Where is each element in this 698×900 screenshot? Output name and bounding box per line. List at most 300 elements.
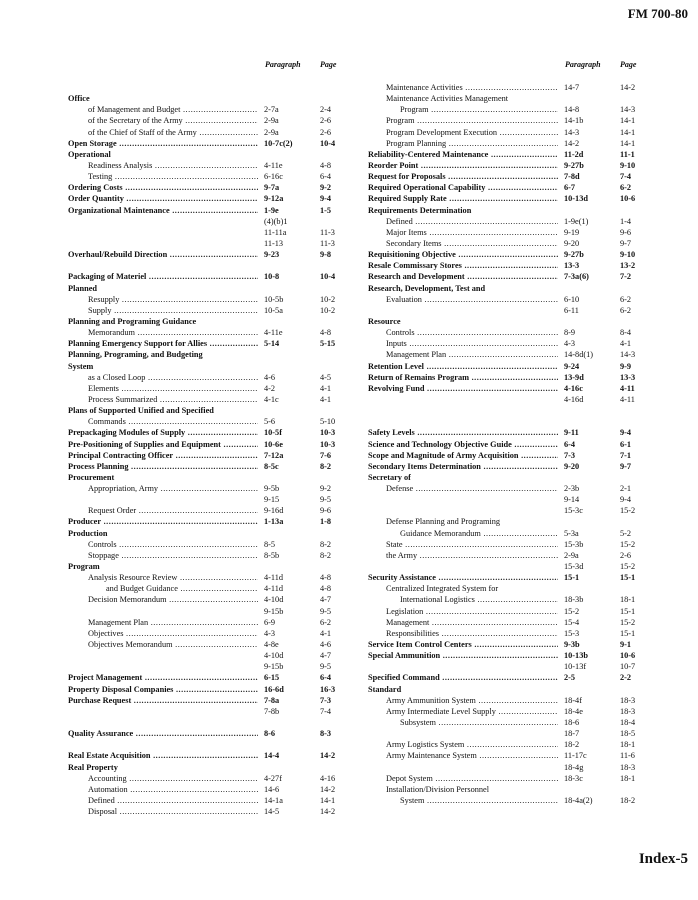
index-entry xyxy=(68,93,368,104)
index-entry xyxy=(68,394,368,405)
paragraph-ref: 10-7c(2) xyxy=(264,138,293,148)
index-term: Memorandum ..... xyxy=(88,327,258,338)
index-term: Request Order ..... xyxy=(88,505,258,516)
index-entry xyxy=(68,628,368,639)
index-term: Army Maintenance System ..... xyxy=(386,750,558,761)
index-entry xyxy=(68,316,368,327)
index-term: Secondary Items Determination ..... xyxy=(368,461,558,472)
paragraph-ref: 8-5 xyxy=(264,539,276,549)
index-term: Resupply ..... xyxy=(88,294,258,305)
index-entry xyxy=(368,182,668,193)
paragraph-ref: 10-8 xyxy=(264,272,280,282)
paragraph-ref: 1-13a xyxy=(264,517,284,527)
page-ref: 6-2 xyxy=(620,305,632,315)
index-entry xyxy=(368,461,668,472)
index-term: Planning Emergency Support for Allies ..... xyxy=(68,338,258,349)
paragraph-ref: 8-5b xyxy=(264,550,280,560)
index-entry xyxy=(68,773,368,784)
index-entry xyxy=(68,193,368,204)
index-term: Planned xyxy=(68,283,98,293)
index-term: Defense Planning and Programing xyxy=(386,517,501,527)
page-ref: 15-1 xyxy=(620,628,636,638)
index-term: Appropriation, Army ..... xyxy=(88,483,258,494)
index-entry xyxy=(368,349,668,360)
paragraph-ref: 9-11 xyxy=(564,428,579,438)
page-ref: 2-6 xyxy=(620,550,632,560)
page-ref: 5-15 xyxy=(320,339,336,349)
index-term: Organizational Maintenance ..... xyxy=(68,205,258,216)
index-entry xyxy=(68,205,368,216)
index-term: Objectives Memorandum ..... xyxy=(88,639,258,650)
index-entry xyxy=(368,550,668,561)
index-term: Controls ..... xyxy=(88,539,258,550)
index-term: Army Ammunition System ..... xyxy=(386,695,558,706)
index-entry xyxy=(68,383,368,394)
page-ref: 13-2 xyxy=(620,261,636,271)
index-term: Producer ..... xyxy=(68,516,258,527)
index-entry xyxy=(368,717,668,728)
index-term: Supply ..... xyxy=(88,305,258,316)
page-ref: 16-3 xyxy=(320,684,336,694)
index-term: Revolving Fund ..... xyxy=(368,383,558,394)
index-term: of the Secretary of the Army ..... xyxy=(88,115,258,126)
index-entry xyxy=(68,639,368,650)
page-ref: 18-1 xyxy=(620,595,636,605)
index-entry xyxy=(368,773,668,784)
page-ref: 15-2 xyxy=(620,506,636,516)
index-entry xyxy=(68,405,368,416)
index-entry xyxy=(368,539,668,550)
index-term: Request for Proposals ..... xyxy=(368,171,558,182)
index-entry xyxy=(368,138,668,149)
index-entry xyxy=(368,171,668,182)
index-term: Specified Command ..... xyxy=(368,672,558,683)
index-entry xyxy=(68,472,368,483)
index-entry xyxy=(68,416,368,427)
index-term: Centralized Integrated System for xyxy=(386,584,499,594)
page-ref: 9-6 xyxy=(320,506,332,516)
page-ref: 7-6 xyxy=(320,450,332,460)
index-entry xyxy=(68,672,368,683)
index-term: Office xyxy=(68,94,90,104)
page-ref: 9-4 xyxy=(320,194,332,204)
index-term: Reliability-Centered Maintenance ..... xyxy=(368,149,558,160)
index-entry xyxy=(68,82,368,93)
page-ref: 4-8 xyxy=(320,160,332,170)
page-footer: Index-5 xyxy=(638,851,688,867)
index-entry xyxy=(368,205,668,216)
paragraph-ref: 2-5 xyxy=(564,673,576,683)
index-term: Planning and Programing Guidance xyxy=(68,316,197,326)
index-term: Maintenance Activities ..... xyxy=(386,82,558,93)
index-term: Management Plan ..... xyxy=(386,349,558,360)
paragraph-ref: 2-9a xyxy=(264,116,279,126)
index-term: Packaging of Materiel ..... xyxy=(68,271,258,282)
index-entry xyxy=(68,149,368,160)
index-entry xyxy=(368,561,668,572)
paragraph-ref: 4-11d xyxy=(264,573,284,583)
page-ref: 1-4 xyxy=(620,216,632,226)
index-entry xyxy=(368,628,668,639)
index-term: Open Storage ..... xyxy=(68,138,258,149)
index-entry xyxy=(68,505,368,516)
page-ref: 15-1 xyxy=(620,606,636,616)
paragraph-ref: 11-13 xyxy=(264,238,284,248)
page-ref: 14-2 xyxy=(620,83,636,92)
index-entry xyxy=(68,728,368,739)
paragraph-ref: 7-8a xyxy=(264,695,280,705)
index-entry xyxy=(368,505,668,516)
paragraph-ref: 6-4 xyxy=(564,439,576,449)
index-entry xyxy=(68,227,368,238)
page-ref: 10-6 xyxy=(620,651,636,661)
index-term: Major Items ..... xyxy=(386,227,558,238)
index-term: Real Property xyxy=(68,762,118,772)
page-ref: 9-5 xyxy=(320,606,332,616)
index-entry xyxy=(368,639,668,650)
index-term: International Logistics ..... xyxy=(400,594,558,605)
page-ref: 18-5 xyxy=(620,729,636,739)
index-term: Required Supply Rate ..... xyxy=(368,193,558,204)
index-term: Ordering Costs ..... xyxy=(68,182,258,193)
page-ref: 9-7 xyxy=(620,238,632,248)
page-ref: 14-3 xyxy=(620,105,636,115)
index-term: Subsystem ..... xyxy=(400,717,558,728)
index-entry xyxy=(368,305,668,316)
index-entry xyxy=(68,528,368,539)
index-entry xyxy=(68,483,368,494)
index-term: Overhaul/Rebuild Direction ..... xyxy=(68,249,258,260)
index-term: Objectives ..... xyxy=(88,628,258,639)
index-term: Program ..... xyxy=(400,104,558,115)
paragraph-ref: 9-14 xyxy=(564,495,580,505)
paragraph-ref: 14-1b xyxy=(564,116,584,126)
paragraph-ref: 6-9 xyxy=(264,617,276,627)
page-ref: 18-2 xyxy=(620,796,636,805)
paragraph-ref: 14-1a xyxy=(264,796,283,805)
index-entry xyxy=(368,383,668,394)
index-term: Purchase Request ..... xyxy=(68,695,258,706)
page-ref: 1-8 xyxy=(320,517,332,527)
index-entry xyxy=(68,327,368,338)
paragraph-ref: 6-7 xyxy=(564,183,576,193)
index-entry xyxy=(368,583,668,594)
index-entry xyxy=(68,305,368,316)
paragraph-ref: 9-7a xyxy=(264,183,280,193)
index-entry xyxy=(68,795,368,806)
page-ref: 15-1 xyxy=(620,573,636,583)
index-term: Army Logistics System ..... xyxy=(386,739,558,750)
paragraph-ref: 8-6 xyxy=(264,729,276,739)
index-term: Installation/Division Personnel xyxy=(386,784,490,794)
page-ref: 13-3 xyxy=(620,372,636,382)
index-entry xyxy=(368,572,668,583)
index-entry xyxy=(368,516,668,527)
index-column-right xyxy=(368,82,668,806)
right-paragraph-header: Paragraph xyxy=(565,60,601,69)
page-ref: 8-3 xyxy=(320,729,332,739)
index-term: Program Development Execution ..... xyxy=(386,127,558,138)
page-ref: 14-2 xyxy=(320,784,336,794)
paragraph-ref: 10-5b xyxy=(264,294,284,304)
index-entry xyxy=(68,249,368,260)
paragraph-ref: 1-9e(1) xyxy=(564,216,589,226)
index-term: Special Ammunition ..... xyxy=(368,650,558,661)
index-term: Analysis Resource Review ..... xyxy=(88,572,258,583)
page-ref: 9-5 xyxy=(320,495,332,505)
paragraph-ref: 18-4e xyxy=(564,706,583,716)
page-ref: 15-2 xyxy=(620,539,636,549)
page-ref: 4-7 xyxy=(320,651,332,661)
page-ref: 9-1 xyxy=(620,640,632,650)
page-ref: 4-16 xyxy=(320,773,336,783)
index-entry xyxy=(368,405,668,416)
index-entry xyxy=(68,561,368,572)
index-term: Guidance Memorandum ..... xyxy=(400,528,558,539)
index-entry xyxy=(368,606,668,617)
index-entry xyxy=(368,338,668,349)
index-entry xyxy=(68,372,368,383)
page-ref: 10-4 xyxy=(320,138,336,148)
index-term: Planning, Programing, and Budgeting xyxy=(68,350,203,360)
index-term: Required Operational Capability ..... xyxy=(368,182,558,193)
paragraph-ref: 8-9 xyxy=(564,328,576,338)
index-entry xyxy=(368,672,668,683)
index-entry xyxy=(68,539,368,550)
paragraph-ref: 15-2 xyxy=(564,606,580,616)
page-ref: 6-4 xyxy=(320,172,332,182)
paragraph-ref: 10-13b xyxy=(564,651,588,661)
paragraph-ref: 9-5b xyxy=(264,484,280,494)
paragraph-ref: 9-19 xyxy=(564,227,580,237)
index-entry xyxy=(368,283,668,294)
page-ref: 7-4 xyxy=(620,172,632,182)
index-entry xyxy=(68,260,368,271)
index-term: of Management and Budget ..... xyxy=(88,104,258,115)
index-entry xyxy=(368,216,668,227)
page-ref: 4-8 xyxy=(320,328,332,338)
paragraph-ref: 11-11a xyxy=(264,227,287,237)
index-entry xyxy=(368,394,668,405)
index-term: Standard xyxy=(368,684,402,694)
paragraph-ref: 9-16d xyxy=(264,506,284,516)
page-ref: 18-3 xyxy=(620,695,636,705)
page-ref: 7-2 xyxy=(620,272,632,282)
page-ref: 9-2 xyxy=(320,183,332,193)
paragraph-ref: 4-16d xyxy=(564,394,584,404)
index-term: Depot System ..... xyxy=(386,773,558,784)
page-ref: 14-1 xyxy=(620,127,636,137)
index-term: Disposal ..... xyxy=(88,806,258,817)
index-term: and Budget Guidance ..... xyxy=(106,583,258,594)
index-term: Controls ..... xyxy=(386,327,558,338)
paragraph-ref: 9-12a xyxy=(264,194,284,204)
index-entry xyxy=(68,104,368,115)
paragraph-ref: 4-11d xyxy=(264,584,284,594)
paragraph-ref: 14-5 xyxy=(264,807,280,817)
index-entry xyxy=(368,728,668,739)
paragraph-ref: 4-6 xyxy=(264,372,276,382)
index-entry xyxy=(68,606,368,617)
index-entry xyxy=(368,149,668,160)
index-entry xyxy=(368,784,668,795)
paragraph-ref: 15-3b xyxy=(564,539,584,549)
page-ref: 4-7 xyxy=(320,595,332,605)
index-term: Inputs ..... xyxy=(386,338,558,349)
page-ref: 9-6 xyxy=(620,227,632,237)
index-term: Program Planning ..... xyxy=(386,138,558,149)
index-entry xyxy=(368,294,668,305)
page-ref: 6-4 xyxy=(320,673,332,683)
paragraph-ref: (4)(b)1 xyxy=(264,216,288,226)
index-entry xyxy=(368,238,668,249)
paragraph-ref: 18-3b xyxy=(564,595,584,605)
page-ref: 7-3 xyxy=(320,695,332,705)
index-term: Decision Memorandum ..... xyxy=(88,594,258,605)
index-entry xyxy=(368,416,668,427)
page-ref: 10-6 xyxy=(620,194,636,204)
index-term: Reorder Point ..... xyxy=(368,160,558,171)
index-entry xyxy=(368,361,668,372)
page-ref: 11-6 xyxy=(620,751,635,761)
index-term: Army Intermediate Level Supply ..... xyxy=(386,706,558,717)
index-term: of the Chief of Staff of the Army ..... xyxy=(88,127,258,138)
paragraph-ref: 4-2 xyxy=(264,383,276,393)
index-entry xyxy=(368,684,668,695)
paragraph-ref: 6-10 xyxy=(564,294,580,304)
index-entry xyxy=(68,706,368,717)
paragraph-ref: 14-2 xyxy=(564,138,580,148)
page-ref: 8-2 xyxy=(320,461,332,471)
index-entry xyxy=(368,115,668,126)
page-ref: 6-2 xyxy=(620,183,632,193)
index-term: Legislation ..... xyxy=(386,606,558,617)
index-term: Secretary of xyxy=(368,472,411,482)
index-entry xyxy=(368,372,668,383)
index-entry xyxy=(68,171,368,182)
paragraph-ref: 2-7a xyxy=(264,105,279,115)
page-ref: 9-10 xyxy=(620,250,636,260)
index-entry xyxy=(368,93,668,104)
page-ref: 4-8 xyxy=(320,573,332,583)
page-ref: 14-3 xyxy=(620,350,636,360)
paragraph-ref: 11-17c xyxy=(564,751,587,761)
page-ref: 15-2 xyxy=(620,562,636,572)
page-ref: 9-4 xyxy=(620,428,632,438)
index-entry xyxy=(68,684,368,695)
paragraph-ref: 15-4 xyxy=(564,617,580,627)
index-term: Program xyxy=(68,562,100,572)
paragraph-ref: 10-13f xyxy=(564,662,587,672)
index-entry xyxy=(368,450,668,461)
index-entry xyxy=(68,349,368,360)
paragraph-ref: 18-4a(2) xyxy=(564,796,593,805)
paragraph-ref: 18-6 xyxy=(564,718,580,728)
index-entry xyxy=(368,439,668,450)
index-entry xyxy=(68,516,368,527)
index-entry xyxy=(68,127,368,138)
page-ref: 7-1 xyxy=(620,450,632,460)
page-ref: 9-2 xyxy=(320,484,332,494)
paragraph-ref: 7-3a(6) xyxy=(564,272,589,282)
index-term: Prepackaging Modules of Supply ..... xyxy=(68,427,258,438)
index-entry xyxy=(368,271,668,282)
index-entry xyxy=(368,127,668,138)
index-term: Real Estate Acquisition ..... xyxy=(68,750,258,761)
index-entry xyxy=(68,572,368,583)
paragraph-ref: 4-10d xyxy=(264,651,284,661)
index-term: Testing ..... xyxy=(88,171,258,182)
index-term: Procurement xyxy=(68,472,115,482)
index-term: Defined ..... xyxy=(88,795,258,806)
page-ref: 6-2 xyxy=(620,294,632,304)
left-page-header: Page xyxy=(320,60,337,69)
paragraph-ref: 14-8 xyxy=(564,105,580,115)
index-term: Principal Contracting Officer ..... xyxy=(68,450,258,461)
index-term: Management Plan ..... xyxy=(88,617,258,628)
index-column-left xyxy=(68,82,368,817)
paragraph-ref: 10-6e xyxy=(264,439,283,449)
page-ref: 2-4 xyxy=(320,105,332,115)
page-ref: 6-2 xyxy=(320,617,332,627)
paragraph-ref: 5-3a xyxy=(564,528,579,538)
index-term: Research, Development, Test and xyxy=(368,283,486,293)
index-entry xyxy=(368,762,668,773)
index-term: Readiness Analysis ..... xyxy=(88,160,258,171)
page-ref: 4-1 xyxy=(320,628,332,638)
index-term: Evaluation ..... xyxy=(386,294,558,305)
index-term: Program ..... xyxy=(386,115,558,126)
index-entry xyxy=(368,528,668,539)
paragraph-ref: 18-4g xyxy=(564,762,584,772)
page-ref: 2-6 xyxy=(320,116,332,126)
paragraph-ref: 9-20 xyxy=(564,238,580,248)
paragraph-ref: 8-5c xyxy=(264,461,279,471)
page-ref: 14-1 xyxy=(320,796,336,805)
paragraph-ref: 6-15 xyxy=(264,673,280,683)
index-term: Plans of Supported Unified and Specified xyxy=(68,406,214,416)
index-term: Pre-Positioning of Supplies and Equipment ..... xyxy=(68,439,258,450)
paragraph-ref: 18-2 xyxy=(564,740,580,750)
paragraph-ref: 4-3 xyxy=(264,628,276,638)
paragraph-ref: 10-5f xyxy=(264,428,282,438)
index-term: Requisitioning Objective ..... xyxy=(368,249,558,260)
paragraph-ref: 7-12a xyxy=(264,450,284,460)
paragraph-ref: 9-15 xyxy=(264,495,280,505)
index-term: Service Item Control Centers ..... xyxy=(368,639,558,650)
page-ref: 10-2 xyxy=(320,294,336,304)
index-term: Resource xyxy=(368,316,401,326)
index-entry xyxy=(68,294,368,305)
index-term: the Army ..... xyxy=(386,550,558,561)
index-term: Retention Level ..... xyxy=(368,361,558,372)
page-ref: 5-10 xyxy=(320,417,336,427)
page-ref: 10-3 xyxy=(320,439,336,449)
index-term: Project Management ..... xyxy=(68,672,258,683)
paragraph-ref: 18-7 xyxy=(564,729,580,739)
page-ref: 18-1 xyxy=(620,740,636,750)
page-ref: 9-4 xyxy=(620,495,632,505)
index-entry xyxy=(68,750,368,761)
page-ref: 6-1 xyxy=(620,439,632,449)
index-entry xyxy=(68,695,368,706)
index-term: Secondary Items ..... xyxy=(386,238,558,249)
page-ref: 8-2 xyxy=(320,550,332,560)
index-term: Requirements Determination xyxy=(368,205,472,215)
paragraph-ref: 9-15b xyxy=(264,662,284,672)
page-ref: 2-6 xyxy=(320,127,332,137)
index-entry xyxy=(68,806,368,817)
